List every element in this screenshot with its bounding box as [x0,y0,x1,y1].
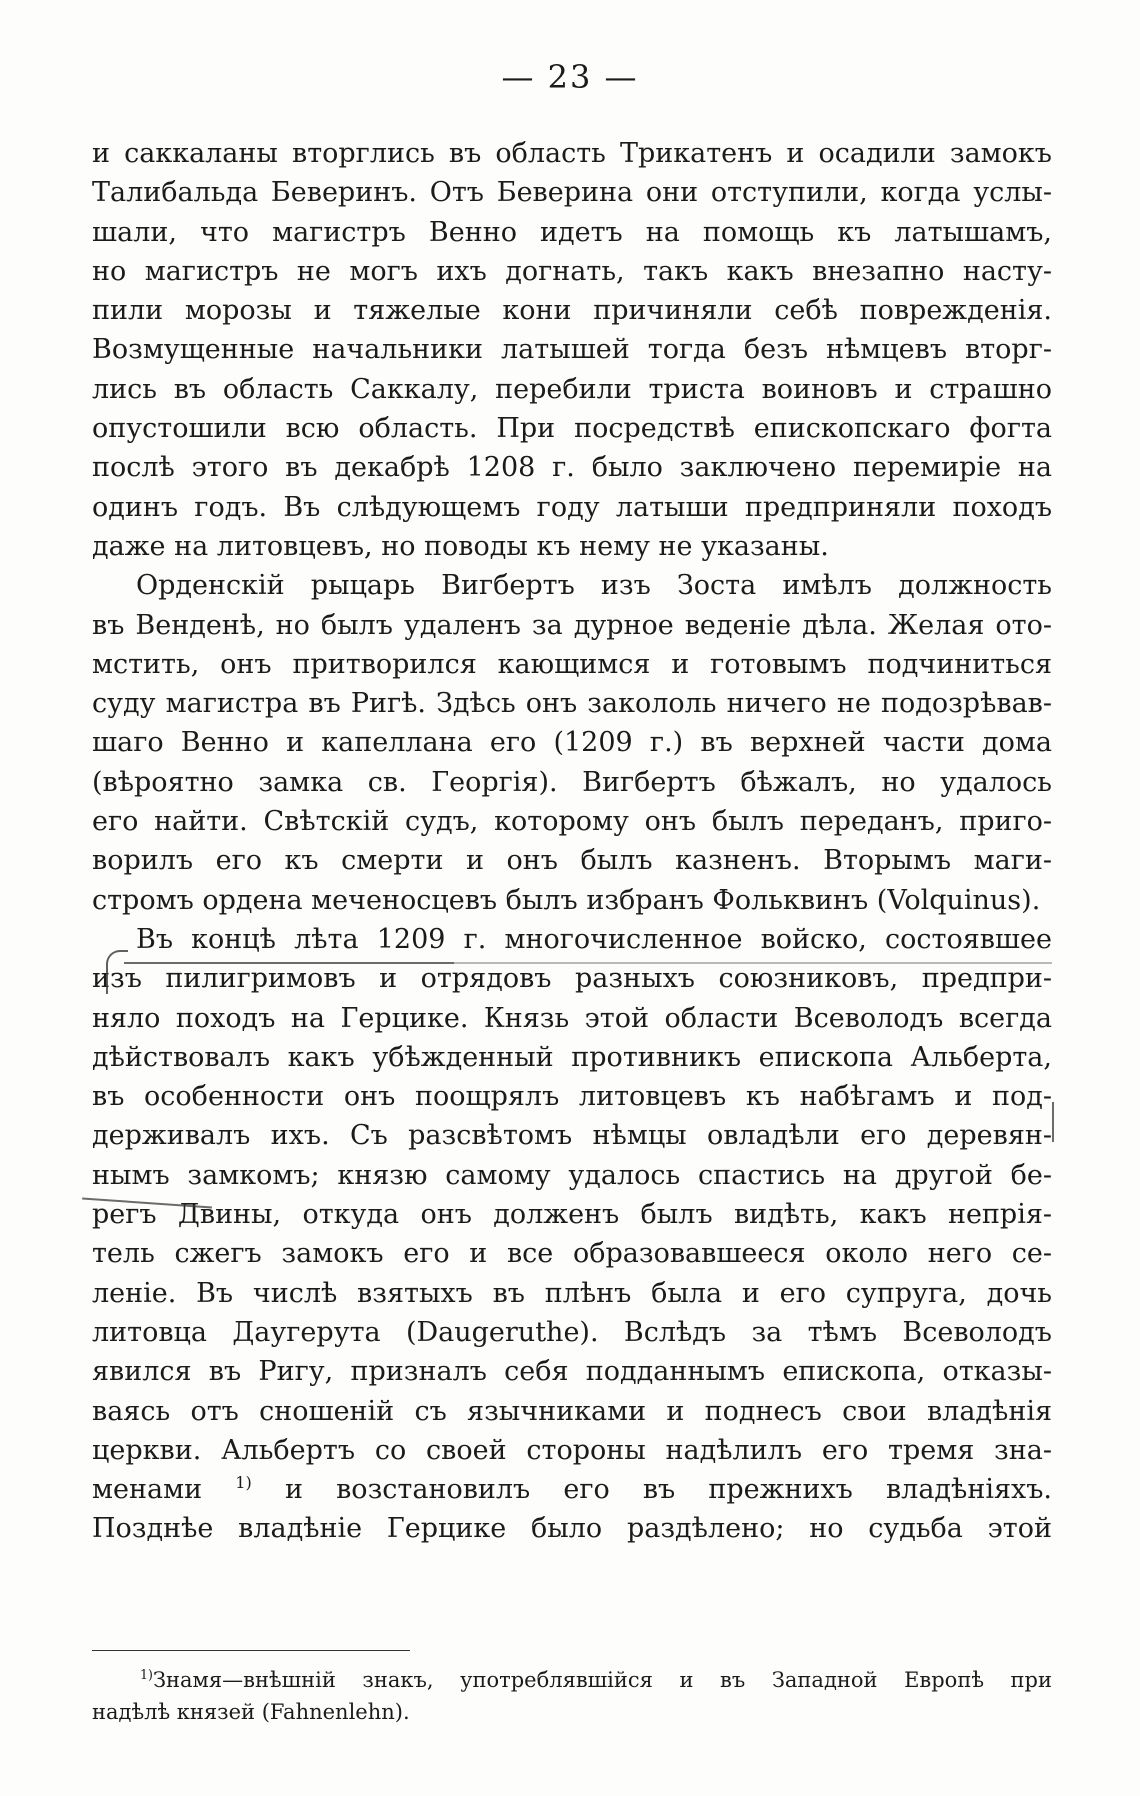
text-line: стромъ ордена меченосцевъ былъ избранъ Фольквинъ (Volquinus). [92,884,1041,916]
text-line: лись въ область Саккалу, перебили триста воиновъ и страшно [92,373,1052,405]
text-line: въ Венденѣ, но былъ удаленъ за дурное веденіе дѣла. Желая ото- [92,609,1052,641]
text-line: одинъ годъ. Въ слѣдующемъ году латыши предприняли походъ [92,491,1052,523]
pencil-side-mark [1052,1102,1054,1142]
footnote-line: надѣлѣ князей (Fahnenlehn). [92,1700,410,1724]
text-line: няло походъ на Герцике. Князь этой области Всеволодъ всегда [92,1002,1052,1034]
text-line: и саккаланы вторглись въ область Трикатенъ и осадили замокъ [92,138,1052,169]
text-line: явился въ Ригу, призналъ себя подданнымъ епископа, отказы- [92,1356,1052,1388]
text-line: нымъ замкомъ; князю самому удалось спастись на другой бе- [92,1159,1052,1191]
pencil-strike-line [124,962,454,964]
text-line: регъ Двины, откуда онъ долженъ былъ видѣть, какъ непрія- [92,1199,1052,1231]
paragraph-3 [92,920,1052,1549]
text-line: шаго Венно и капеллана его (1209 г.) въ верхней части дома [92,727,1052,759]
text-line: Возмущенные начальники латышей тогда безъ нѣмцевъ вторг- [92,334,1052,366]
text-line: опустошили всю область. При посредствѣ епископскаго фогта [92,413,1052,445]
text-line: держивалъ ихъ. Съ разсвѣтомъ нѣмцы овладѣли его деревян- [92,1120,1052,1152]
text-line: Орденскій рыцарь Вигбертъ изъ Зоста имѣлъ должность [136,570,1052,602]
text-line: мстить, онъ притворился кающимся и готовымъ подчиниться [92,648,1052,680]
text-line: суду магистра въ Ригѣ. Здѣсь онъ закололь ничего не подозрѣвав- [92,688,1052,720]
body-text [92,134,1052,1549]
text-line: Въ концѣ лѣта 1209 г. многочисленное войско, состоявшее [136,923,1052,955]
footnote-reference: 1) [235,1473,252,1493]
text-line: Талибальда Беверинъ. Отъ Беверина они отступили, когда услы- [92,177,1052,209]
pencil-bracket-mark [106,950,128,994]
text-line: дѣйствовалъ какъ убѣжденный противникъ епископа Альберта, [92,1041,1052,1073]
text-line: литовца Даугерута (Daugeruthe). Вслѣдъ за тѣмъ Всеволодъ [92,1316,1052,1348]
text-fragment: менами [92,1474,203,1506]
text-line: ворилъ его къ смерти и онъ былъ казненъ. Вторымъ маги- [92,845,1052,877]
paragraph-1 [92,134,1052,566]
text-line: въ особенности онъ поощрялъ литовцевъ къ набѣгамъ и под- [92,1081,1052,1113]
text-line: леніе. Въ числѣ взятыхъ въ плѣнъ была и его супруга, дочь [92,1277,1052,1309]
text-line: шали, что магистръ Венно идетъ на помощь къ латышамъ, [92,216,1052,248]
footnote-marker: 1) [140,1667,153,1682]
pencil-underline [454,962,1052,964]
paragraph-2 [92,566,1052,920]
text-line: церкви. Альбертъ со своей стороны надѣлилъ его тремя зна- [92,1434,1052,1466]
footnote-line [92,1664,1052,1696]
footnote [92,1664,1052,1728]
page-number: — 23 — [501,58,639,96]
footnote-text: Знамя—внѣшній знакъ, употреблявшійся и въ Западной Европѣ при [152,1668,1052,1692]
text-line: Позднѣе владѣніе Герцике было раздѣлено; но судьба этой [92,1513,1052,1545]
text-line: но магистръ не могъ ихъ догнать, такъ какъ внезапно насту- [92,255,1052,287]
text-line: его найти. Свѣтскій судъ, которому онъ былъ переданъ, приго- [92,806,1052,838]
text-line: тель сжегъ замокъ его и все образовавшееся около него се- [92,1238,1052,1270]
text-line [92,1470,1052,1509]
text-line: изъ пилигримовъ и отрядовъ разныхъ союзниковъ, предпри- [92,963,1052,995]
text-line: даже на литовцевъ, но поводы къ нему не указаны. [92,530,829,562]
text-line: (вѣроятно замка св. Георгія). Вигбертъ бѣжалъ, но удалось [92,766,1052,798]
text-fragment: и возстановилъ его въ прежнихъ владѣніяхъ. [284,1474,1052,1506]
text-line: ваясь отъ сношеній съ язычниками и поднесъ свои владѣнія [92,1395,1052,1427]
footnote-divider [92,1650,410,1651]
text-line: послѣ этого въ декабрѣ 1208 г. было заключено перемиріе на [92,452,1052,484]
text-line: пили морозы и тяжелые кони причиняли себѣ поврежденія. [92,295,1052,327]
